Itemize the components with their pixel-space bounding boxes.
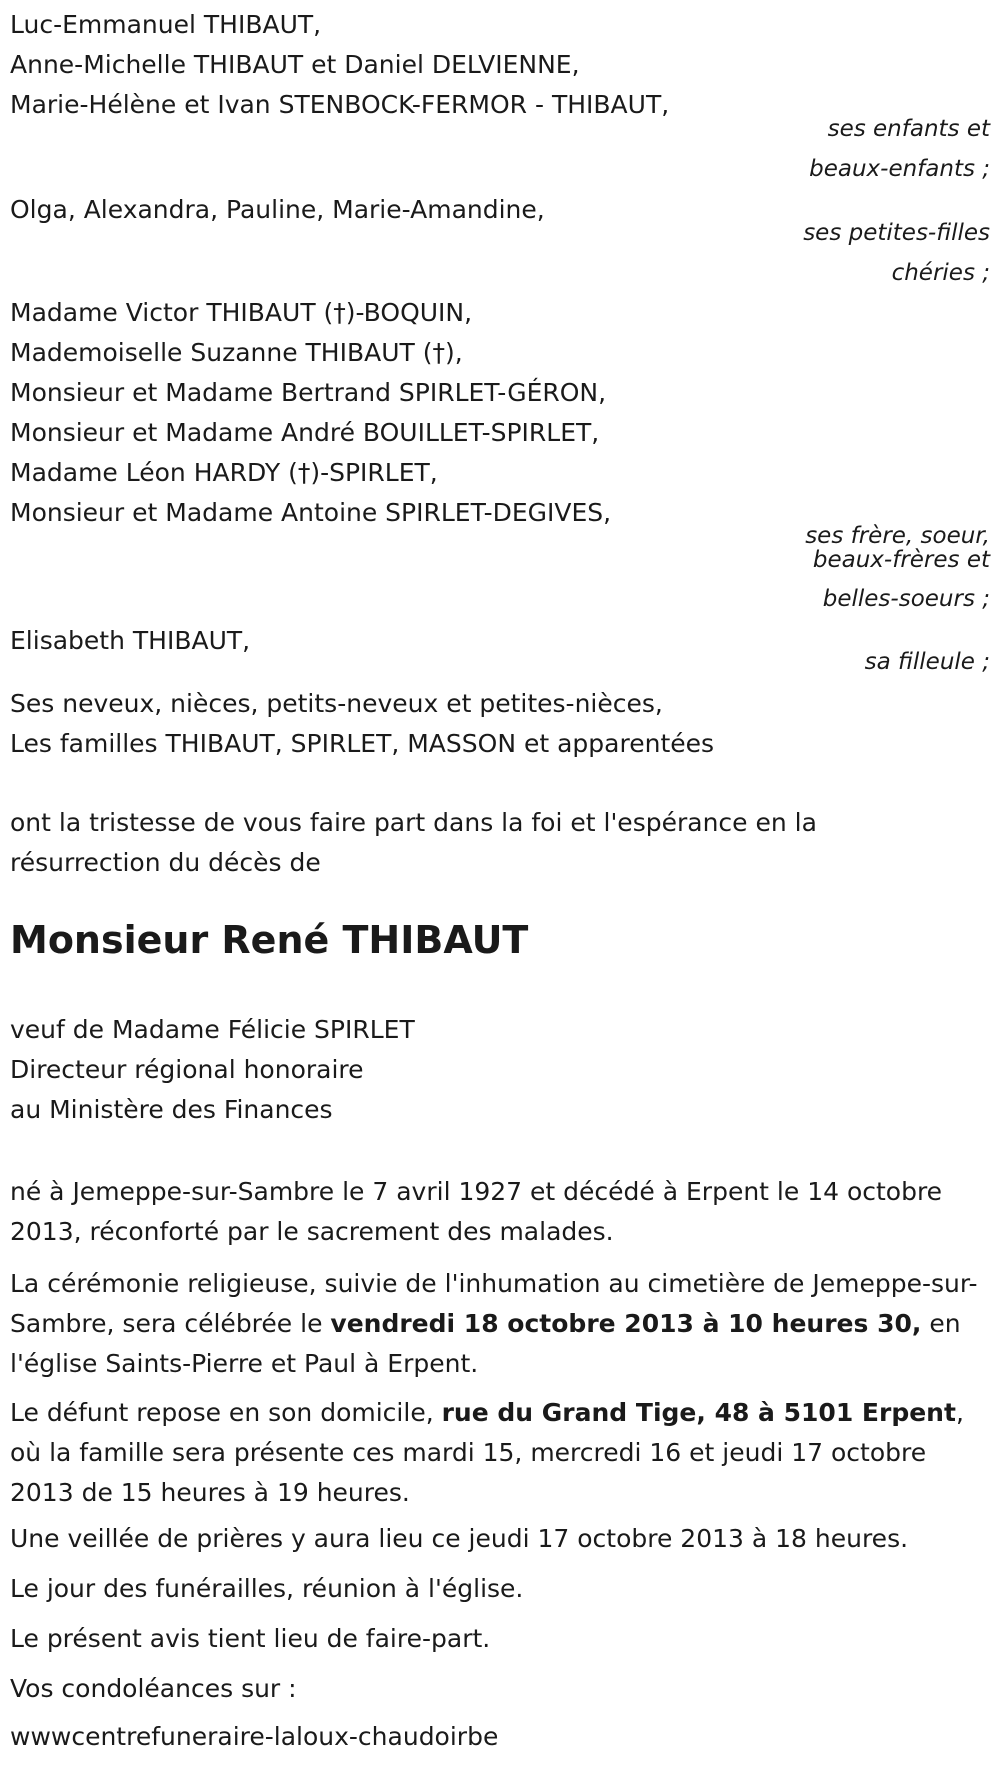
family-name-line: Marie-Hélène et Ivan STENBOCK-FERMOR - THIBAUT, (10, 90, 670, 119)
family-name-line: Elisabeth THIBAUT, (10, 626, 251, 655)
relation-label: chéries ; (891, 260, 990, 286)
family-name-line: Luc-Emmanuel THIBAUT, (10, 10, 322, 39)
relation-label: belles-soeurs ; (822, 586, 990, 612)
family-name-line: Monsieur et Madame Bertrand SPIRLET-GÉRON, (10, 378, 607, 407)
announcement-line: résurrection du décès de (10, 848, 321, 877)
ceremony-text: La cérémonie religieuse, suivie de l'inhumation au cimetière de Jemeppe-sur-Sambre, sera célébrée le (10, 1269, 978, 1338)
relation-label: sa filleule ; (864, 649, 990, 675)
deceased-title-line: Directeur régional honoraire (10, 1055, 364, 1084)
ceremony-date: vendredi 18 octobre 2013 à 10 heures 30, (330, 1309, 922, 1338)
deceased-title-line: veuf de Madame Félicie SPIRLET (10, 1015, 415, 1044)
family-name-line: Anne-Michelle THIBAUT et Daniel DELVIENNE, (10, 50, 580, 79)
family-name-line: Olga, Alexandra, Pauline, Marie-Amandine, (10, 195, 545, 224)
deceased-name: Monsieur René THIBAUT (10, 918, 529, 962)
repose-paragraph (10, 1393, 995, 1513)
repose-text: Le défunt repose en son domicile, (10, 1398, 442, 1427)
repose-hours: , où la famille sera présente ces mardi 15, mercredi 16 et jeudi 17 octobre 2013 de 15 heures à 19 heures. (10, 1398, 964, 1507)
funeral-day-paragraph: Le jour des funérailles, réunion à l'église. (10, 1574, 524, 1603)
notice-paragraph: Le présent avis tient lieu de faire-part. (10, 1624, 491, 1653)
family-name-line: Madame Victor THIBAUT (†)-BOQUIN, (10, 298, 473, 327)
announcement-line: ont la tristesse de vous faire part dans la foi et l'espérance en la (10, 808, 817, 837)
family-name-line: Monsieur et Madame André BOUILLET-SPIRLET, (10, 418, 600, 447)
vigil-paragraph: Une veillée de prières y aura lieu ce jeudi 17 octobre 2013 à 18 heures. (10, 1524, 909, 1553)
family-name-line: Les familles THIBAUT, SPIRLET, MASSON et apparentées (10, 729, 715, 758)
condolences-website: wwwcentrefuneraire-laloux-chaudoirbe (10, 1722, 499, 1751)
family-name-line: Madame Léon HARDY (†)-SPIRLET, (10, 458, 438, 487)
ceremony-paragraph (10, 1264, 995, 1384)
family-name-line: Ses neveux, nièces, petits-neveux et petites-nièces, (10, 689, 663, 718)
family-name-line: Monsieur et Madame Antoine SPIRLET-DEGIVES, (10, 498, 612, 527)
condolences-label: Vos condoléances sur : (10, 1674, 297, 1703)
birth-death-paragraph: né à Jemeppe-sur-Sambre le 7 avril 1927 et décédé à Erpent le 14 octobre 2013, réconforté par le sacrement des malades. (10, 1177, 943, 1246)
deceased-title-line: au Ministère des Finances (10, 1095, 333, 1124)
relation-label: ses petites-filles (803, 220, 990, 246)
relation-label: ses enfants et (827, 116, 990, 142)
relation-label: beaux-frères et (812, 547, 990, 573)
relation-label: beaux-enfants ; (809, 156, 990, 182)
repose-address: rue du Grand Tige, 48 à 5101 Erpent (441, 1398, 956, 1427)
relation-label: ses frère, soeur, (805, 523, 990, 549)
ceremony-location: en l'église Saints-Pierre et Paul à Erpent. (10, 1309, 961, 1378)
family-name-line: Mademoiselle Suzanne THIBAUT (†), (10, 338, 463, 367)
